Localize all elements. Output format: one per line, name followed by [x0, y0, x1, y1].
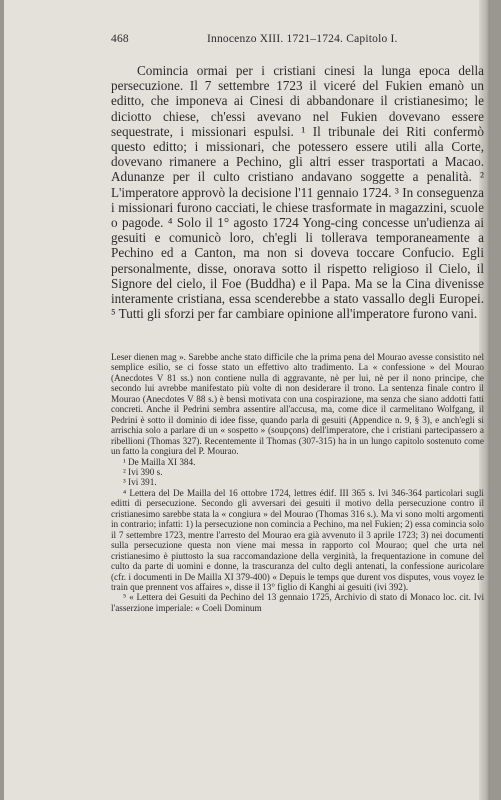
page-number: 468: [111, 33, 129, 45]
main-paragraph: Cominciа ormai per i cristiani cinesi la lunga epoca della persecuzione. Il 7 settembre 1723 il viceré del Fukien emanò un editto, che imponeva ai Cinesi di abbandonare il cristianesimo; le diciotto chiese, ch'essi avevano nel Fukien dovevano essere sequestrate, i missionari espulsi. ¹ Il tribunale dei Riti confermò questo editto; i missionari, che potessero essere utili alla Corte, dovevano rimanere a Pechino, gli altri esser trasportati a Macao. Adunanze per il culto cristiano andavano soggette a penalità. ² L'imperatore approvò la decisione l'11 gennaio 1724. ³ In conseguenza i missionari furono cacciati, le chiese trasformate in magazzini, scuole o pagode. ⁴ Solo il 1° agosto 1724 Yong-cing concesse un'udienza ai gesuiti e comunicò loro, ch'egli li tollerava temporaneamente a Pechino ed a Canton, ma non si doveva toccare Confucio. Egli personalmente, disse, onorava sotto il rispetto religioso il Cielo, il Signore del cielo, il Foe (Buddha) e il Papa. Ma se la Cina divenisse interamente cristiana, essa scenderebbe a stato vassallo degli Europei. ⁵ Tutti gli sforzi per far cambiare opinione all'imperatore furono vani.: [111, 63, 484, 322]
running-title: Innocenzo XIII. 1721–1724. Capitolo I.: [207, 33, 398, 45]
footnotes: [111, 352, 484, 613]
footnote-1: ¹ De Mailla XI 384.: [123, 456, 196, 467]
footnote-5: ⁵ « Lettera dei Gesuiti da Pechino del 13 gennaio 1725, Archivio di stato di Monaco loc. cit. Ivi l'asserzione imperiale: « Coeli Dominum: [111, 592, 484, 613]
footnote-4: ⁴ Lettera del De Mailla del 16 ottobre 1724, lettres édif. III 365 s. Ivi 346-364 particolari sugli editti di persecuzione. Secondo gli avversari dei gesuiti il motivo della persecuzione contro il cristianesimo sarebbe stata la « congiura » del Mourao (Thomas 316 s.). Ma vi sono molti argomenti in contrario; infatti: 1) la persecuzione non comincia a Pechino, ma nel Fukien; 2) essa comincia solo il 7 settembre 1723, mentre l'arresto del Mourao era già avvenuto il 3 aprile 1723; 3) nei documenti sulla persecuzione questa non viene mai messa in rapporto col Mourao; quel che urta nel cristianesimo è piuttosto la sua raccomandazione della verginità, la frequentazione in comune del culto da parte di uomini e donne, la trascuranza del culto degli antenati, la confessione auricolare (cfr. i documenti in De Mailla XI 379-400) « Depuis le temps que durent vos disputes, vous voyez le train que prennent vos affaires », disse il 13° figlio di Kanghi ai gesuiti (ivi 392).: [111, 487, 484, 592]
footnote-3: ³ Ivi 391.: [123, 477, 157, 488]
footnote-continuation: Leser dienen mag ». Sarebbe anche stato difficile che la prima pena del Mourao avesse consistito nel semplice esilio, se ci fosse stato un effettivo alto tradimento. La « confessione » del Mourao (Anecdotes V 81 ss.) non contiene nulla di aggravante, nè per lui, nè per il nono principe, che secondo lui avrebbe manifestato più volte di non desiderare il trono. La sentenza finale contro il Mourao (Anecdotes V 88 s.) è bensì motivata con una cospirazione, ma senza che siano addotti fatti concreti. Anche il Pedrini sembra assentire all'accusa, ma, come dice il carmelitano Wolfgang, il Pedrini è sotto il dominio di idee fisse, quando parla di gesuiti (Appendice n. 9, § 3), e anch'egli si arrischia solo a parlare di un « sospetto » (soupçons) dell'imperatore, che i cristiani partecipassero a ribellioni (Thomas 327). Recentemente il Thomas (307-315) ha in un lungo capitolo sostenuto come un fatto la congiura del P. Mourao.: [111, 352, 484, 457]
main-text: [111, 63, 484, 321]
book-page: [4, 0, 490, 800]
footnote-2: ² Ivi 390 s.: [123, 466, 163, 477]
